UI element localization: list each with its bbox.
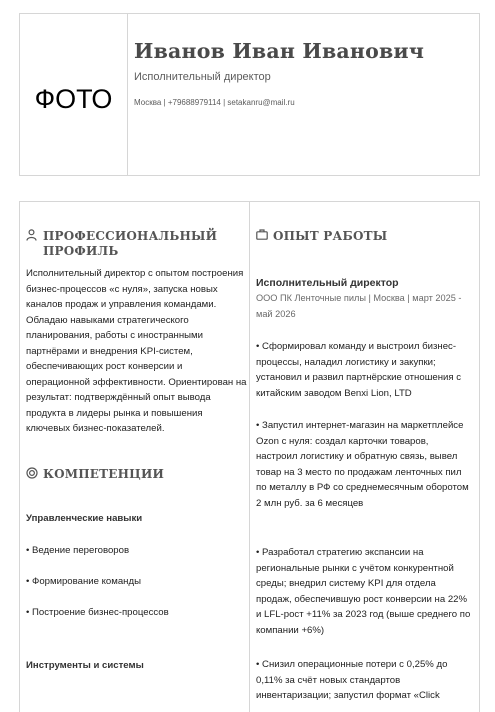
column-divider <box>249 202 250 712</box>
profile-section-title <box>26 229 241 259</box>
profile-text: Исполнительный директор с опытом построения бизнес-процессов «с нуля», запуска новых каналов продаж и управления командами. Обладаю навыками стратегического планирования, работы с иностранными партнёрами и внедрения KPI-систем, обеспечивающих рост конверсии и операционной эффективности. Ориентирован на результат: подтверждённый опыт вывода продукта в лидеры рынка и повышения ключевых бизнес-показателей. <box>26 268 247 434</box>
photo-placeholder <box>20 14 128 175</box>
achievement-item: • Сформировал команду и выстроил бизнес-процессы, наладил логистику и закупки; установил и развил партнёрские отношения с китайским заводом Benxi Lion, LTD <box>256 341 462 399</box>
experience-title-text: ОПЫТ РАБОТЫ <box>273 229 388 243</box>
job-meta: ООО ПК Ленточные пилы | Москва | март 2025 - май 2026 <box>256 293 462 319</box>
profile-title-text: ПРОФЕССИОНАЛЬНЫЙ ПРОФИЛЬ <box>43 229 218 258</box>
resume-body <box>19 201 480 712</box>
competency-group-management: Управленческие навыки <box>26 513 143 524</box>
achievement-item: • Разработал стратегию экспансии на региональные рынки с учётом конкурентной среды; внедрил систему KPI для отдела продаж, обеспечившую рост конверсии на 22% и LFL-рост +11% за 2023 год (выше среднего по компании +6%) <box>256 547 471 636</box>
achievement-item: • Запустил интернет-магазин на маркетплейсе Ozon с нуля: создал карточки товаров, настроил логистику и обратную связь, вывел товар на 3 место по продажам ленточных пил по металлу в РФ со среднемесячным оборотом 2 млн руб. за 6 месяцев <box>256 420 469 509</box>
competencies-section-title <box>26 467 241 483</box>
photo-label: ФОТО <box>34 83 113 114</box>
header-section <box>19 13 480 176</box>
target-icon <box>26 467 40 483</box>
contact-line: Москва | +79688979114 | setakanru@mail.ru <box>134 98 295 107</box>
competency-item: • Формирование команды <box>26 576 141 587</box>
candidate-name: Иванов Иван Иванович <box>134 39 425 63</box>
competency-group-tools: Инструменты и системы <box>26 660 144 671</box>
briefcase-icon <box>256 229 270 244</box>
competencies-title-text: КОМПЕТЕНЦИИ <box>43 467 165 481</box>
person-icon <box>26 229 40 245</box>
competency-item: • Построение бизнес-процессов <box>26 607 169 618</box>
candidate-position: Исполнительный директор <box>134 71 271 83</box>
experience-section-title <box>256 229 471 244</box>
competency-item: • Ведение переговоров <box>26 545 130 556</box>
achievement-item: • Снизил операционные потери с 0,25% до 0,11% за счёт новых стандартов инвентаризации; запустил формат «Click <box>256 659 448 701</box>
job-title: Исполнительный директор <box>256 277 399 289</box>
